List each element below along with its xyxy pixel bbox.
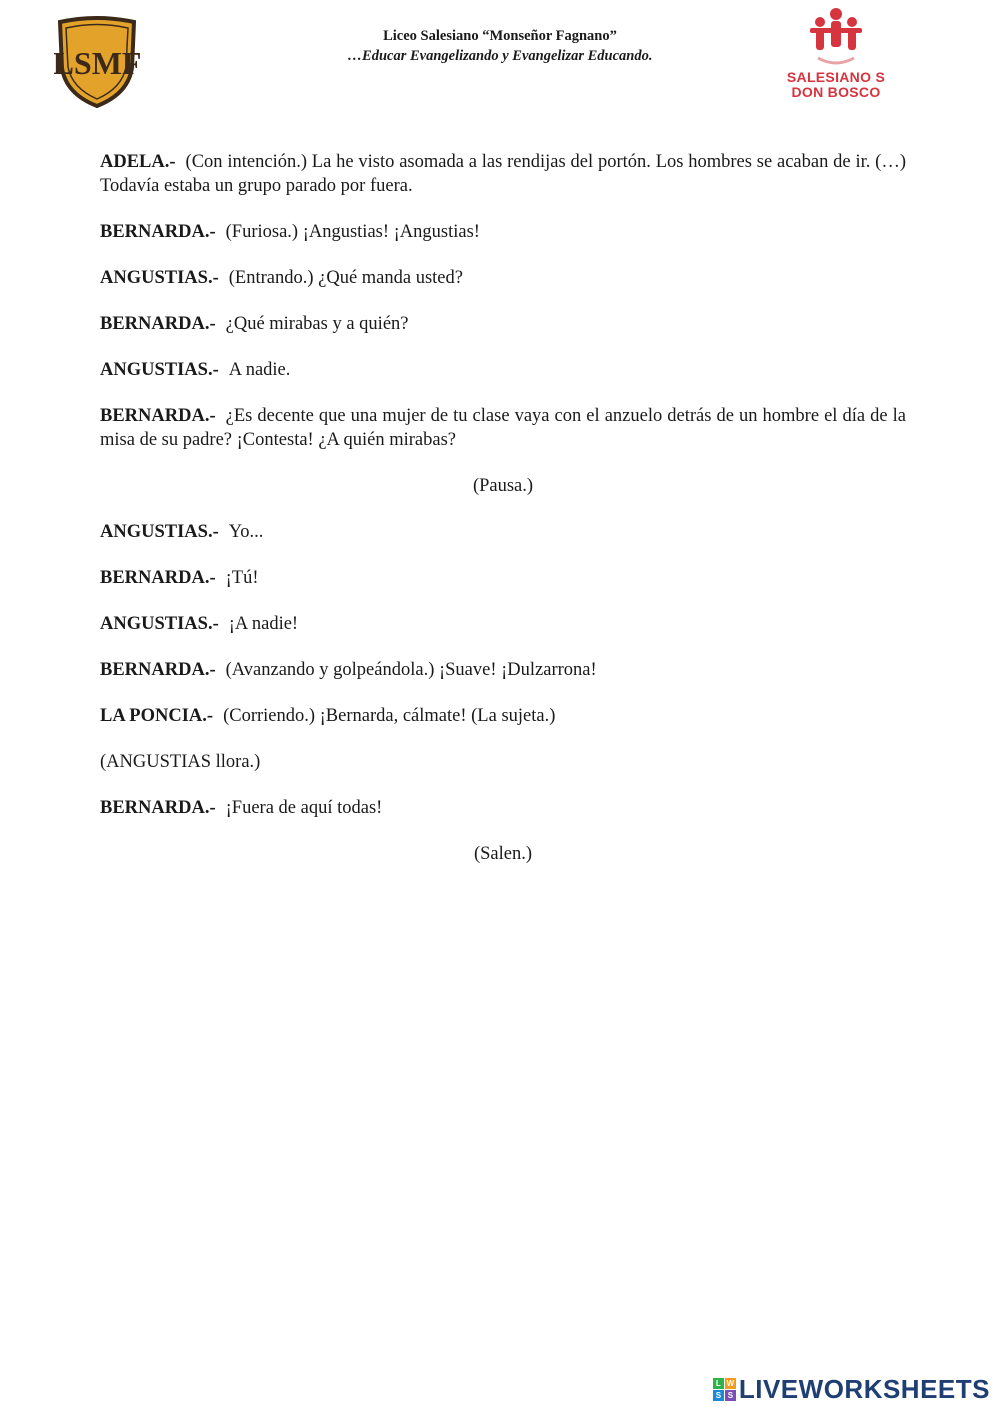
salesianos-line1: SALESIANO S xyxy=(786,69,886,85)
stage-direction: (Salen.) xyxy=(473,844,533,864)
header-text xyxy=(300,26,700,66)
speaker-name: ANGUSTIAS.- xyxy=(100,522,219,542)
icon-cell: S xyxy=(725,1390,736,1401)
dialogue-line xyxy=(100,150,906,198)
dialogue-line xyxy=(100,404,906,452)
dialogue-line xyxy=(100,658,906,682)
salesianos-logo xyxy=(786,6,886,106)
speaker-name: ANGUSTIAS.- xyxy=(100,360,219,380)
speaker-name: ANGUSTIAS.- xyxy=(100,268,219,288)
shield-icon xyxy=(54,16,140,108)
speaker-name: LA PONCIA.- xyxy=(100,706,214,726)
speaker-name: BERNARDA.- xyxy=(100,568,216,588)
shield-monogram: LSMF xyxy=(54,45,140,81)
school-motto: …Educar Evangelizando y Evangelizar Educando. xyxy=(347,48,653,64)
dialogue-line xyxy=(100,520,906,544)
dialogue-line xyxy=(100,312,906,336)
dialogue-text: (Con intención.) La he visto asomada a las rendijas del portón. Los hombres se acaban de ir. (…) Todavía estaba un grupo parado por fuera. xyxy=(100,152,906,196)
dialogue-line xyxy=(100,566,906,590)
dialogue-line xyxy=(100,704,906,728)
brand-text: LIVEWORKSHEETS xyxy=(738,1374,990,1404)
stage-direction: (Pausa.) xyxy=(472,476,534,496)
icon-cell: W xyxy=(726,1379,735,1388)
icon-cell: S xyxy=(713,1390,724,1401)
stage-note: (ANGUSTIAS llora.) xyxy=(100,752,261,772)
dialogue-text: (Entrando.) ¿Qué manda usted? xyxy=(228,268,463,288)
dialogue-line xyxy=(100,266,906,290)
liveworksheets-icon xyxy=(713,1378,736,1401)
liceo-shield-logo xyxy=(54,16,140,108)
dialogue-text: ¡Fuera de aquí todas! xyxy=(225,798,383,818)
speaker-name: ADELA.- xyxy=(100,152,176,172)
salesianos-figures-icon xyxy=(808,6,864,66)
dialogue-text: ¡Tú! xyxy=(225,568,259,588)
dialogue-text: A nadie. xyxy=(228,360,291,380)
speaker-name: BERNARDA.- xyxy=(100,798,216,818)
dialogue-line xyxy=(100,358,906,382)
liveworksheets-brand xyxy=(713,1374,990,1405)
dialogue-text: (Avanzando y golpeándola.) ¡Suave! ¡Dulzarrona! xyxy=(225,660,597,680)
speaker-name: BERNARDA.- xyxy=(100,406,216,426)
dialogue-text: Yo... xyxy=(228,522,264,542)
speaker-name: BERNARDA.- xyxy=(100,222,216,242)
icon-cell: L xyxy=(713,1378,724,1389)
speaker-name: BERNARDA.- xyxy=(100,660,216,680)
speaker-name: BERNARDA.- xyxy=(100,314,216,334)
script-body xyxy=(100,150,906,888)
dialogue-line xyxy=(100,220,906,244)
dialogue-line xyxy=(100,796,906,820)
dialogue-text: (Corriendo.) ¡Bernarda, cálmate! (La sujeta.) xyxy=(223,706,556,726)
salesianos-line2: DON BOSCO xyxy=(791,84,881,100)
dialogue-text: ¿Es decente que una mujer de tu clase vaya con el anzuelo detrás de un hombre el día de la misa de su padre? ¡Contesta! ¿A quién mirabas? xyxy=(100,406,906,450)
dialogue-text: ¿Qué mirabas y a quién? xyxy=(225,314,409,334)
dialogue-text: (Furiosa.) ¡Angustias! ¡Angustias! xyxy=(225,222,480,242)
school-name: Liceo Salesiano “Monseñor Fagnano” xyxy=(383,28,617,44)
speaker-name: ANGUSTIAS.- xyxy=(100,614,219,634)
dialogue-text: ¡A nadie! xyxy=(228,614,299,634)
dialogue-line xyxy=(100,612,906,636)
